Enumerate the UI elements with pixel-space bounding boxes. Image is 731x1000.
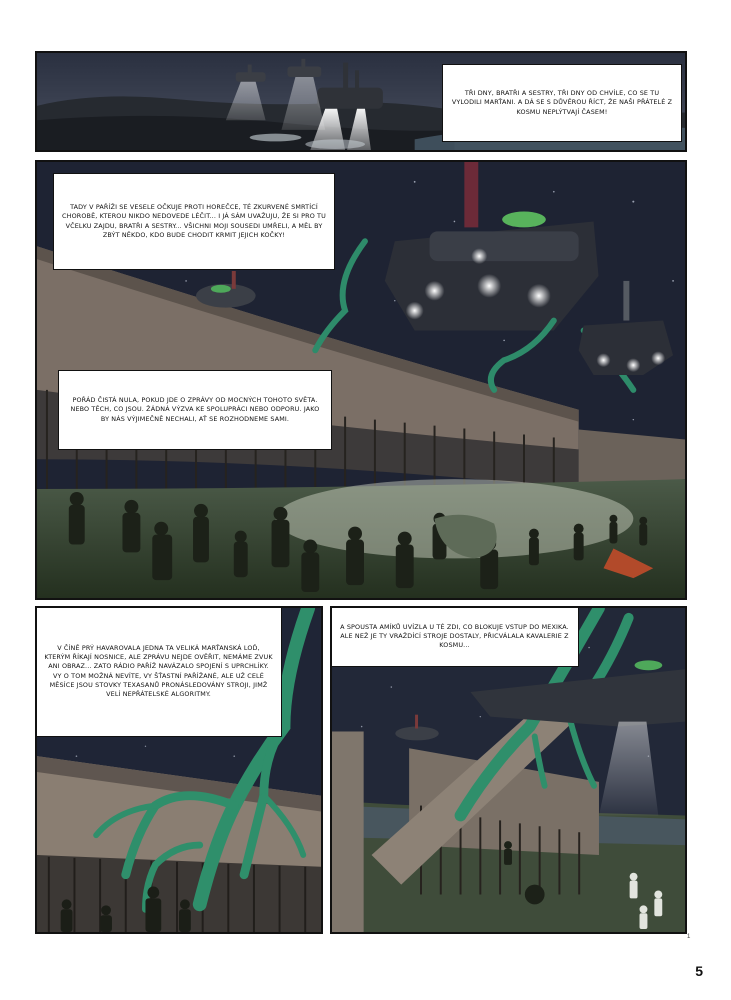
panel-4 [330, 606, 687, 934]
panel-marker: 1 [687, 934, 691, 940]
panel-1 [35, 51, 687, 152]
caption-panel-2-middle [58, 370, 332, 450]
caption-panel-3 [35, 606, 282, 737]
panel-2 [35, 160, 687, 600]
caption-text: TADY V PAŘÍŽI SE VESELE OČKUJE PROTI HOREČCE, TÉ ZKURVENÉ SMRTÍCÍ CHOROBĚ, KTEROU NIKDO NEDOVEDE LÉČIT... I JÁ SÁM UVAŽUJU, ŽE SI PRO TU VČELKU ZAJDU, BRATŘI A SESTRY... VŠICHNI MOJI SOUSEDI UMŘELI, A MĚL BY ZBÝT NĚKDO, KDO BUDE CHODIT KRMIT JEJICH KOČKY! [62, 203, 326, 239]
caption-text: TŘI DNY, BRATŘI A SESTRY, TŘI DNY OD CHVÍLE, CO SE TU VYLODILI MARŤANI. A DÁ SE S DŮVĚROU ŘÍCT, ŽE NAŠI PŘÁTELÉ Z KOSMU NEPLÝTVAJÍ ČASEM! [451, 89, 673, 116]
caption-text: POŘÁD ČISTÁ NULA, POKUD JDE O ZPRÁVY OD MOCNÝCH TOHOTO SVĚTA. NEBO TĚCH, CO JSOU. ŽÁDNÁ VÝZVA KE SPOLUPRÁCI NEBO ODPORU. JAKO BY NÁS VÝJIMEČNĚ NECHALI, AŤ SE ROZHODNEME SAMI. [70, 396, 320, 423]
caption-panel-1 [442, 64, 682, 142]
panel-3 [35, 606, 323, 934]
caption-panel-2-top [53, 173, 335, 270]
caption-panel-4 [330, 606, 579, 667]
caption-text: A SPOUSTA AMÍKŮ UVÍZLA U TÉ ZDI, CO BLOKUJE VSTUP DO MEXIKA. ALE NEŽ JE TY VRAŽDÍCÍ STROJE DOSTALY, PŘICVÁLALA KAVALERIE Z KOSMU... [340, 622, 569, 650]
page-number: 5 [695, 963, 703, 979]
caption-text: V ČÍNĚ PRÝ HAVAROVALA JEDNA TA VELIKÁ MARŤANSKÁ LOĎ, KTERÝM ŘÍKAJÍ NOSNICE, ALE ZPRÁVU NEJDE OVĚŘIT, NEMÁME ZVUK ANI OBRAZ... ZATO RÁDIO PAŘÍŽ NAVÁZALO SPOJENÍ S UPRCHLÍKY. VY O TOM MOŽNÁ NEVÍTE, VY ŠŤASTNÍ PAŘÍŽANÉ, ALE UŽ CELÉ MĚSÍCE JSOU STOVKY TEXASANŮ PRONÁSLEDOVÁNY STROJI, JIMŽ VELÍ NEPŘÁTELSKÉ ALGORITMY. [44, 644, 273, 698]
